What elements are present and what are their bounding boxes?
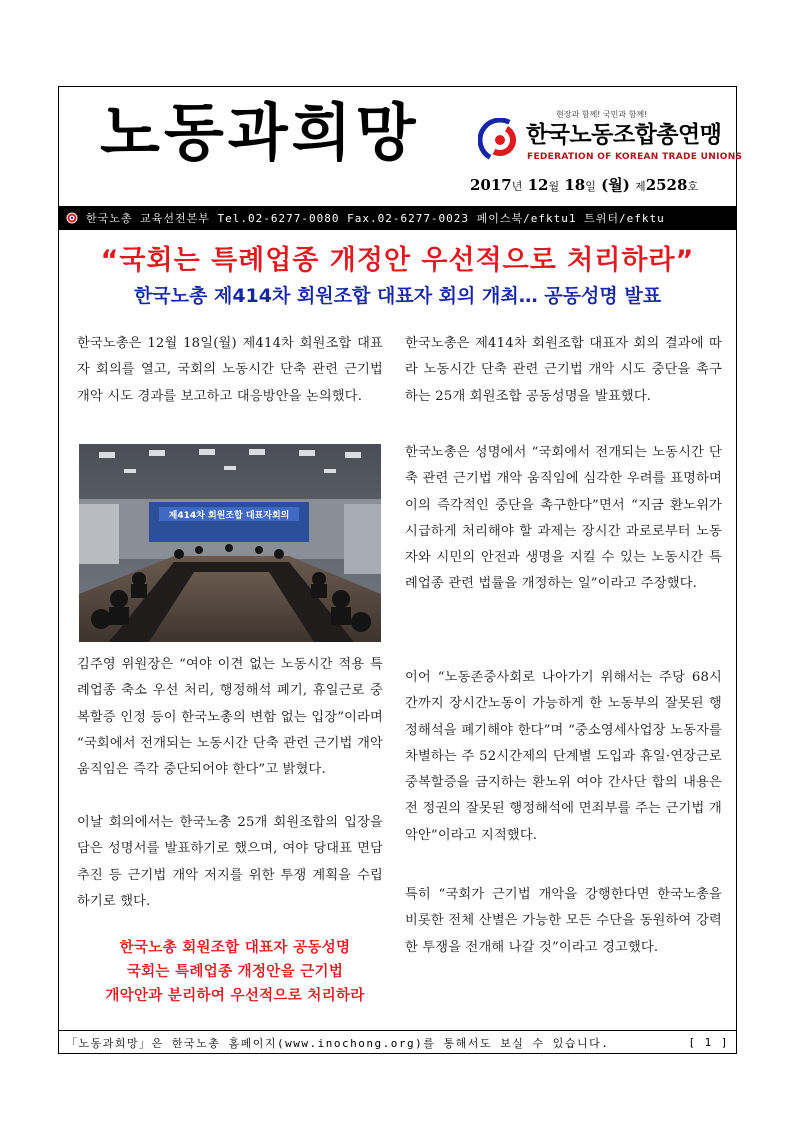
footer bbox=[58, 1031, 737, 1054]
ftu-logo-icon bbox=[478, 118, 522, 162]
statement-line-1: 한국노총 회원조합 대표자 공동성명 bbox=[119, 940, 351, 956]
subheadline: 한국노총 제414차 회원조합 대표자 회의 개최… 공동성명 발표 bbox=[133, 285, 662, 307]
statement-line-3: 개악안과 분리하여 우선적으로 처리하라 bbox=[105, 988, 365, 1004]
left-paragraph-1: 한국노총은 12월 18일(월) 제414차 회원조합 대표자 회의를 열고, 국회의 노동시간 단축 관련 근기법 개악 시도 경과를 보고하고 대응방안을 논의했다. bbox=[77, 336, 383, 404]
issue-year-unit: 년 bbox=[511, 180, 523, 193]
issue-number-prefix: 제 bbox=[635, 180, 646, 193]
page-number: [ 1 ] bbox=[688, 1036, 729, 1049]
issue-weekday: (월) bbox=[601, 176, 630, 194]
ftu-small-logo-icon bbox=[66, 212, 78, 224]
contact-info-text: 한국노총 교육선전본부 Tel.02-6277-0080 Fax.02-6277-0023 페이스북/efktu1 트위터/efktu bbox=[86, 212, 665, 225]
issue-month: 12 bbox=[527, 176, 549, 194]
photo-banner-text: 제414차 회원조합 대표자회의 bbox=[168, 511, 290, 521]
right-paragraph-4: 특히 “국회가 근기법 개악을 강행한다면 한국노총을 비롯한 전체 산별은 가능한 모든 수단을 동원하여 강력한 투쟁을 전개해 나갈 것”이라고 경고했다. bbox=[405, 887, 722, 955]
right-paragraph-3: 이어 “노동존중사회로 나아가기 위해서는 주당 68시간까지 장시간노동이 가능하게 한 노동부의 잘못된 행정해석을 폐기해야 한다”며 “중소영세사업장 노동자를 차별하는 주 52시간제의 단계별 도입과 휴일·연장근로 중복할증을 금지하는 환노위 여야 간사단 합의 내용은 전 정권의 잘못된 행정해석에 면죄부를 주는 근기법 개악안”이라고 지적했다. bbox=[405, 670, 722, 843]
joint-statement-box bbox=[70, 936, 400, 1008]
issue-day-unit: 일 bbox=[585, 180, 596, 193]
headline: “국회는 특례업종 개정안 우선적으로 처리하라” bbox=[100, 245, 695, 276]
right-paragraph-2: 한국노총은 성명에서 “국회에서 전개되는 노동시간 단축 관련 근기법 개악 움직임에 심각한 우려를 표명하며 이의 즉각적인 중단을 촉구한다”면서 “지금 환노위가 시급하게 처리해야 할 과제는 장시간 과로로부터 노동자와 시민의 안전과 생명을 지킬 수 있는 노동시간 특례업종 관련 법률을 개정하는 일”이라고 주장했다. bbox=[405, 445, 722, 592]
meeting-photo bbox=[79, 444, 381, 642]
newsletter-title: 노동과희망 bbox=[100, 96, 420, 169]
issue-day: 18 bbox=[564, 176, 586, 194]
footer-note: 「노동과희망」은 한국노총 홈페이지(www.inochong.org)를 통해서도 보실 수 있습니다. bbox=[66, 1036, 610, 1050]
left-paragraph-2: 김주영 위원장은 “여야 이견 없는 노동시간 적용 특례업종 축소 우선 처리, 행정해석 폐기, 휴일근로 중복할증 인정 등이 한국노총의 변함 없는 입장”이라며 “국회에서 전개되는 노동시간 단축 관련 근기법 개악 움직임은 즉각 중단되어야 한다”고 밝혔다. bbox=[77, 657, 383, 778]
right-paragraph-1: 한국노총은 제414차 회원조합 대표자 회의 결과에 따라 노동시간 단축 관련 근기법 개악 시도 중단을 촉구하는 25개 회원조합 공동성명을 발표했다. bbox=[405, 336, 722, 404]
issue-year: 2017 bbox=[470, 176, 512, 194]
issue-month-unit: 월 bbox=[548, 180, 560, 193]
contact-info-bar bbox=[58, 206, 737, 230]
statement-line-2: 국회는 특례업종 개정안을 근기법 bbox=[126, 964, 344, 980]
issue-number-suffix: 호 bbox=[687, 180, 699, 193]
left-paragraph-3: 이날 회의에서는 한국노총 25개 회원조합의 입장을 담은 성명서를 발표하기로 했으며, 여야 당대표 면담 추진 등 근기법 개악 저지를 위한 투쟁 계획을 수립하기로 했다. bbox=[77, 815, 383, 909]
issue-number: 2528 bbox=[645, 176, 688, 194]
slogan: 현장과 함께! 국민과 함께! bbox=[556, 110, 648, 119]
org-name-english: FEDERATION OF KOREAN TRADE UNIONS bbox=[527, 152, 743, 162]
issue-date bbox=[470, 178, 698, 193]
org-name: 한국노동조합총연맹 bbox=[526, 122, 722, 148]
